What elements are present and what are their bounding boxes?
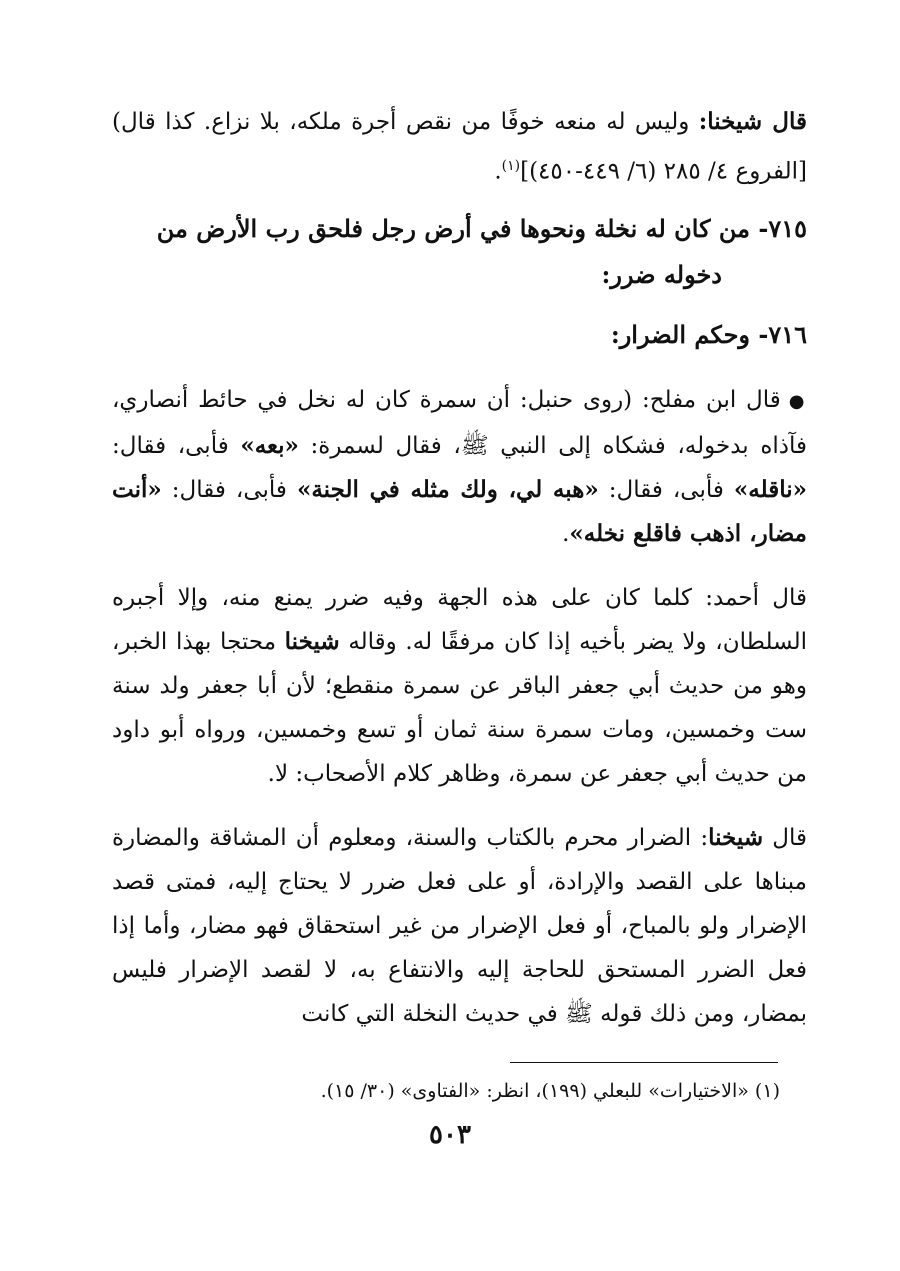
footnote-separator [510, 1062, 778, 1063]
paragraph-text: قال ابن مفلح: (روى حنبل: أن سمرة كان له نخل في حائط أنصاري، فآذاه بدخوله، فشكاه إلى النبي ﷺ، فقال لسمرة: [112, 386, 807, 459]
hadith-quote: «ناقله» [733, 475, 808, 503]
paragraph-ahmad [112, 576, 807, 796]
hadith-quote: «بعه» [240, 431, 299, 459]
paragraph-text: فأبى، فقال: [598, 476, 734, 503]
paragraph-shaykhuna-ownership [112, 100, 807, 194]
heading-715-line2: دخوله ضرر: [601, 259, 722, 289]
footnote-1: (١) «الاختيارات» للبعلي (١٩٩)، انظر: «الفتاوى» (٣٠/ ١٥). [320, 1080, 780, 1102]
shaykhuna-label: شيخنا [284, 627, 340, 655]
paragraph-text: وليس له منعه خوفًا من نقص أجرة ملكه، بلا نزاع. كذا قال) [الفروع ٤/ ٢٨٥ (٦/ ٤٤٩-٤٥٠)] [112, 109, 807, 185]
page-body [112, 100, 807, 1036]
paragraph-text: فأبى، فقال: [112, 432, 241, 459]
heading-715-line1: ٧١٥- من كان له نخلة ونحوها في أرض رجل فلحق رب الأرض من [156, 213, 807, 243]
paragraph-ibn-muflih [112, 378, 807, 556]
heading-715 [112, 206, 807, 298]
page-number: ٥٠٣ [429, 1120, 471, 1150]
bullet-icon: ● [788, 390, 807, 412]
footnote-marker[interactable]: (١) [501, 158, 521, 174]
paragraph-text: : الضرار محرم بالكتاب والسنة، ومعلوم أن المشاقة والمضارة مبناها على القصد والإرادة، أو على فعل ضرر لا يحتاج إليه، فمتى قصد الإضرار ولو بالمباح، أو فعل الإضرار من غير استحقاق فهو مضار، وأما إذا فعل الضرر المستحق للحاجة إليه والانتفاع به، لا لقصد الإضرار فليس بمضار، ومن ذلك قوله ﷺ في حديث النخلة التي كانت [112, 824, 807, 1027]
paragraph-end: . [562, 520, 570, 547]
paragraph-text: فأبى، فقال: [161, 476, 297, 503]
speaker-label: قال شيخنا: [698, 108, 807, 135]
hadith-quote: «أنت مضار، اذهب فاقلع نخله» [112, 475, 807, 547]
paragraph-text: قال أحمد: كلما كان على هذه الجهة وفيه ضرر يمنع منه، وإلا أجبره السلطان، ولا يضر بأخيه إذا كان مرفقًا له. وقاله [112, 584, 807, 655]
shaykhuna-label: شيخنا [708, 823, 764, 851]
paragraph-text: محتجا بهذا الخبر، وهو من حديث أبي جعفر الباقر عن سمرة منقطع؛ لأن أبا جعفر ولد سنة ست وخمسين، ومات سمرة سنة ثمان أو تسع وخمسين، ورواه أبو داود من حديث أبي جعفر عن سمرة، وظاهر كلام الأصحاب: لا. [112, 628, 807, 787]
hadith-quote: «هبه لي، ولك مثله في الجنة» [296, 475, 599, 503]
paragraph-dirar [112, 816, 807, 1036]
paragraph-text: قال [763, 824, 807, 851]
heading-716: ٧١٦- وحكم الضرار: [610, 319, 807, 349]
paragraph-end: . [494, 158, 502, 185]
